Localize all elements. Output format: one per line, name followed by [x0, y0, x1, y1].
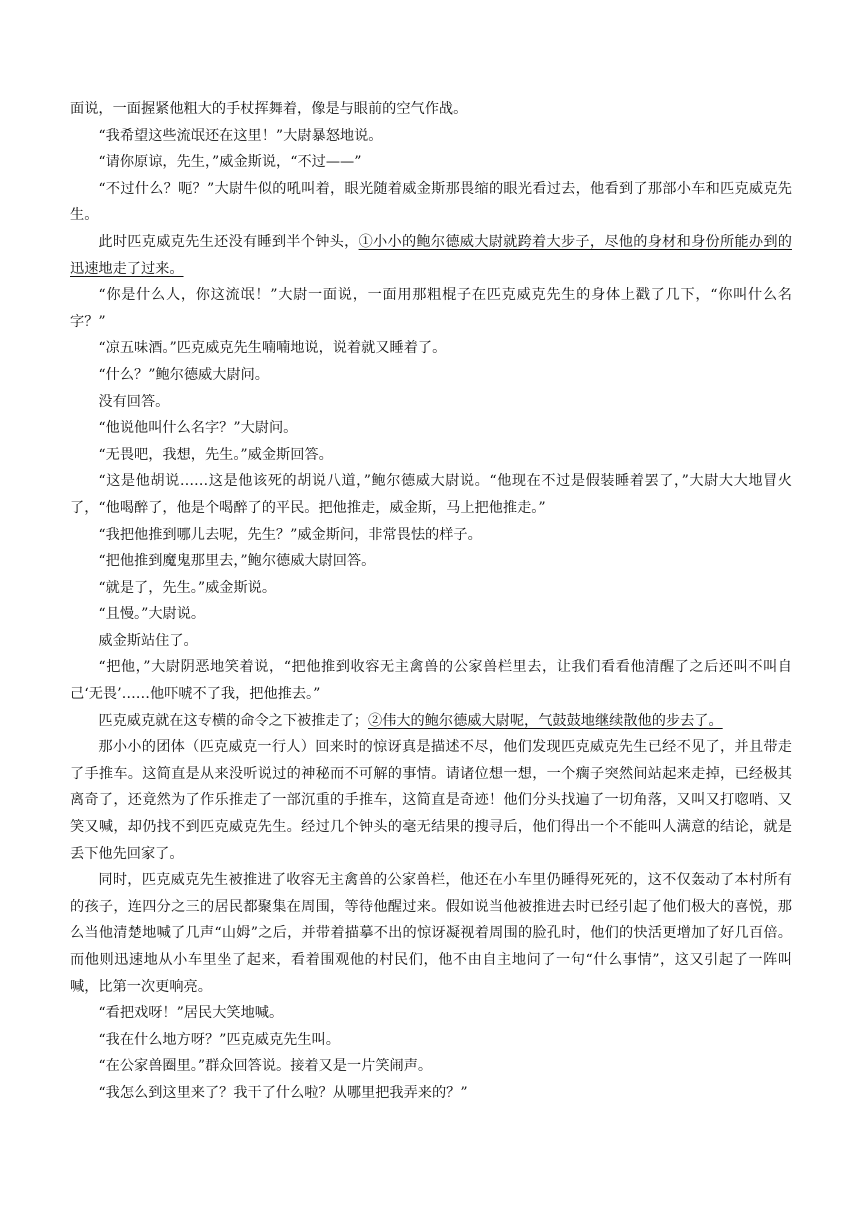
paragraph: “请你原谅，先生，”威金斯说，“不过——” — [98, 154, 362, 171]
paragraph: “不过什么？呃？”大尉牛似的吼叫着，眼光随着威金斯那畏缩的眼光看过去，他看到了那部小车和匹克威克先生。 — [70, 180, 792, 224]
paragraph: “看把戏呀！”居民大笑地喊。 — [98, 1005, 284, 1022]
paragraph: “把他推到魔鬼那里去，”鲍尔德威大尉回答。 — [98, 553, 376, 570]
paragraph: “我怎么到这里来了？我干了什么啦？从哪里把我弄来的？” — [98, 1084, 468, 1101]
paragraph: “把他，”大尉阴恶地笑着说，“把他推到收容无主禽兽的公家兽栏里去，让我们看看他清醒了之后还叫不叫自己‘无畏’……他吓唬不了我，把他推去。” — [70, 659, 792, 703]
document-page — [70, 96, 792, 1107]
paragraph: “无畏吧，我想，先生。”威金斯回答。 — [98, 446, 333, 463]
underlined-sentence-1: ①小小的鲍尔德威大尉就跨着大步子，尽他的身材和身份所能办到的迅速地走了过来。 — [70, 233, 792, 277]
paragraph: 面说，一面握紧他粗大的手杖挥舞着，像是与眼前的空气作战。 — [70, 101, 468, 117]
paragraph: “你是什么人，你这流氓！”大尉一面说，一面用那粗棍子在匹克威克先生的身体上戳了几下，“你叫什么名字？” — [70, 287, 792, 330]
paragraph: 没有回答。 — [98, 393, 170, 410]
paragraph: 威金斯站住了。 — [98, 632, 198, 649]
paragraph: 那小小的团体（匹克威克一行人）回来时的惊讶真是描述不尽，他们发现匹克威克先生已经不见了，并且带走了手推车。这简直是从来没听说过的神秘而不可解的事情。请诸位想一想，一个瘸子突然间站起来走掉，已经极其离奇了，还竟然为了作乐推走了一部沉重的手推车，这简直是奇迹！他们分头找遍了一切角落，又叫又打唿哨、又笑又喊，却仍找不到匹克威克先生。经过几个钟头的毫无结果的搜寻后，他们得出一个不能叫人满意的结论，就是丢下他先回家了。 — [70, 739, 792, 862]
paragraph: “凉五味酒。”匹克威克先生喃喃地说，说着就又睡着了。 — [98, 340, 447, 357]
paragraph: “在公家兽圈里。”群众回答说。接着又是一片笑闹声。 — [98, 1058, 433, 1075]
paragraph: 同时，匹克威克先生被推进了收容无主禽兽的公家兽栏，他还在小车里仍睡得死死的，这不仅轰动了本村所有的孩子，连四分之三的居民都聚集在周围，等待他醒过来。假如说当他被推进去时已经引起了他们极大的喜悦，那么当他清楚地喊了几声“山姆”之后，并带着描摹不出的惊讶凝视着周围的脸孔时，他们的快活更增加了好几百倍。而他则迅速地从小车里坐了起来，看着围观他的村民们，他不由自主地问了一句“什么事情”，这又引起了一阵叫喊，比第一次更响亮。 — [70, 872, 792, 995]
paragraph-with-underline — [70, 708, 792, 735]
paragraph-text: 匹克威克就在这专横的命令之下被推走了； — [98, 712, 368, 729]
paragraph: “就是了，先生。”威金斯说。 — [98, 579, 277, 596]
paragraph: “我希望这些流氓还在这里！”大尉暴怒地说。 — [98, 127, 383, 144]
paragraph: “且慢。”大尉说。 — [98, 606, 206, 623]
underlined-sentence-2: ②伟大的鲍尔德威大尉呢，气鼓鼓地继续散他的步去了。 — [367, 712, 723, 729]
paragraph-text: 此时匹克威克先生还没有睡到半个钟头， — [98, 233, 359, 250]
paragraph-with-underline — [70, 229, 792, 282]
paragraph: “这是他胡说……这是他该死的胡说八道，”鲍尔德威大尉说。“他现在不过是假装睡着罢了，”大尉大大地冒火了，“他喝醉了，他是个喝醉了的平民。把他推走，威金斯，马上把他推走。” — [70, 473, 792, 516]
paragraph: “什么？”鲍尔德威大尉问。 — [98, 366, 269, 383]
paragraph: “他说他叫什么名字？”大尉问。 — [98, 420, 298, 437]
paragraph: “我在什么地方呀？”匹克威克先生叫。 — [98, 1031, 340, 1048]
paragraph: “我把他推到哪儿去呢，先生？”威金斯问，非常畏怯的样子。 — [98, 526, 482, 543]
